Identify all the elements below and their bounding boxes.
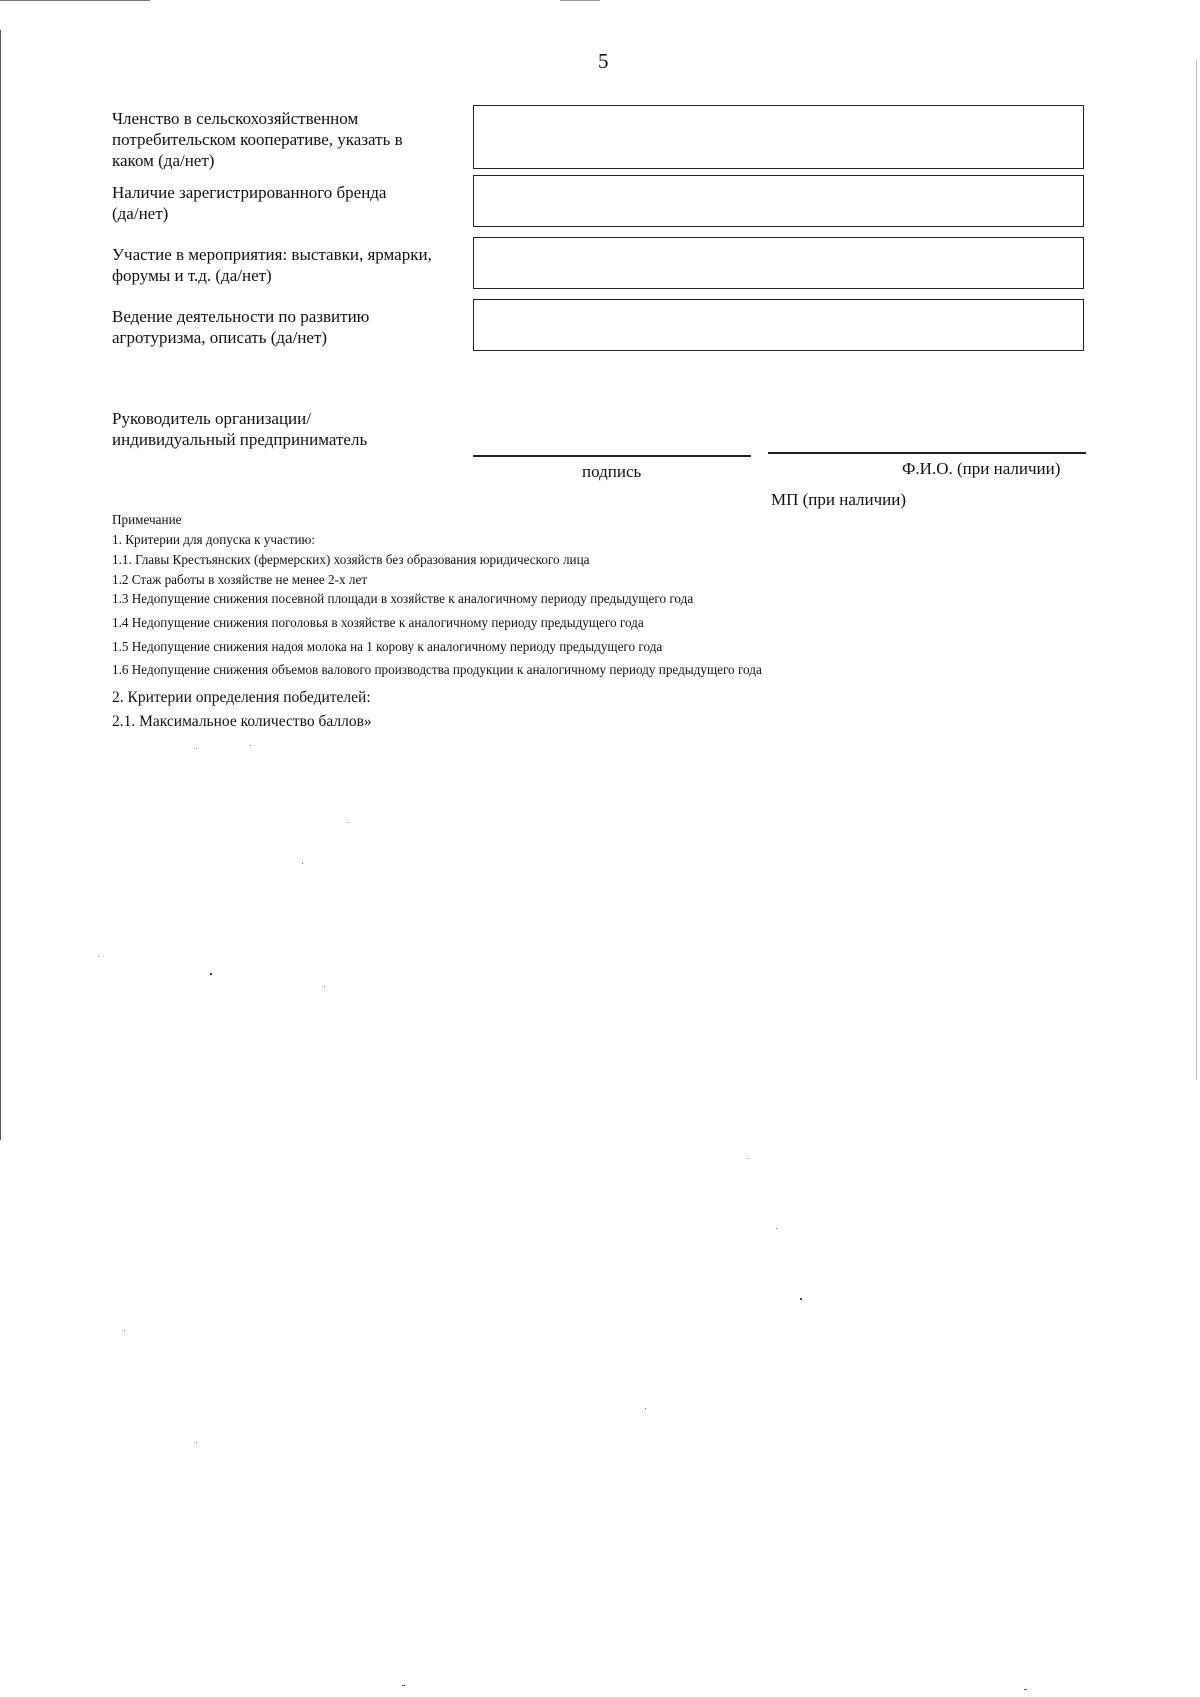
scan-speck	[348, 822, 349, 823]
scan-speck	[324, 986, 325, 987]
note-line: 1.6 Недопущение снижения объемов валового производства продукции к аналогичному периоду предыдущего года	[112, 662, 762, 677]
scan-speck	[250, 745, 251, 746]
scan-edge-top	[0, 0, 150, 1]
note-line: 1.3 Недопущение снижения посевной площади в хозяйстве к аналогичному периоду предыдущего года	[112, 591, 694, 606]
note-line: 1.1. Главы Крестьянских (фермерских) хозяйств без образования юридического лица	[112, 552, 590, 567]
scan-speck	[124, 1330, 125, 1331]
field-label-events: Участие в мероприятия: выставки, ярмарки, форумы и т.д. (да/нет)	[112, 245, 432, 285]
note-line: 1. Критерии для допуска к участию:	[112, 532, 316, 547]
field-label-brand: Наличие зарегистрированного бренда (да/нет)	[112, 183, 387, 223]
winner-criteria-line: 2.1. Максимальное количество баллов»	[112, 713, 372, 730]
note-line: 1.2 Стаж работы в хозяйстве не менее 2-х лет	[112, 572, 368, 587]
scan-speck	[800, 1298, 802, 1300]
scan-speck	[302, 863, 303, 864]
scan-speck	[402, 1685, 405, 1686]
field-box-cooperative[interactable]	[473, 105, 1084, 169]
signature-caption: подпись	[582, 462, 642, 481]
note-line: 1.5 Недопущение снижения надоя молока на 1 корову к аналогичному периоду предыдущего года	[112, 639, 663, 654]
winner-criteria-heading: 2. Критерии определения победителей:	[112, 689, 371, 706]
notes-heading: Примечание	[112, 512, 182, 527]
field-box-agrotourism[interactable]	[473, 299, 1084, 351]
scan-speck	[1024, 1689, 1027, 1690]
stamp-caption: МП (при наличии)	[771, 490, 907, 509]
scan-speck	[776, 1228, 777, 1229]
signature-role-label: Руководитель организации/ индивидуальный предприниматель	[112, 409, 368, 449]
field-label-cooperative: Членство в сельскохозяйственном потребительском кооперативе, указать в каком (да/нет)	[112, 109, 403, 170]
field-label-agrotourism: Ведение деятельности по развитию агротуризма, описать (да/нет)	[112, 307, 370, 347]
scan-edge-right	[1196, 60, 1197, 1080]
scan-speck	[196, 748, 197, 749]
field-box-brand[interactable]	[473, 175, 1084, 227]
scan-speck	[210, 973, 212, 975]
name-caption: Ф.И.О. (при наличии)	[902, 459, 1061, 478]
field-box-events[interactable]	[473, 237, 1084, 289]
scan-edge-left	[0, 30, 1, 1140]
scan-speck	[645, 1408, 646, 1409]
name-line[interactable]	[768, 452, 1086, 454]
scan-speck	[748, 1158, 749, 1159]
scan-speck	[98, 956, 99, 957]
signature-line[interactable]	[473, 455, 751, 457]
scan-speck	[196, 1442, 197, 1443]
scan-edge-top-mark	[560, 0, 600, 1]
page-number: 5	[598, 49, 609, 73]
note-line: 1.4 Недопущение снижения поголовья в хозяйстве к аналогичному периоду предыдущего года	[112, 615, 644, 630]
